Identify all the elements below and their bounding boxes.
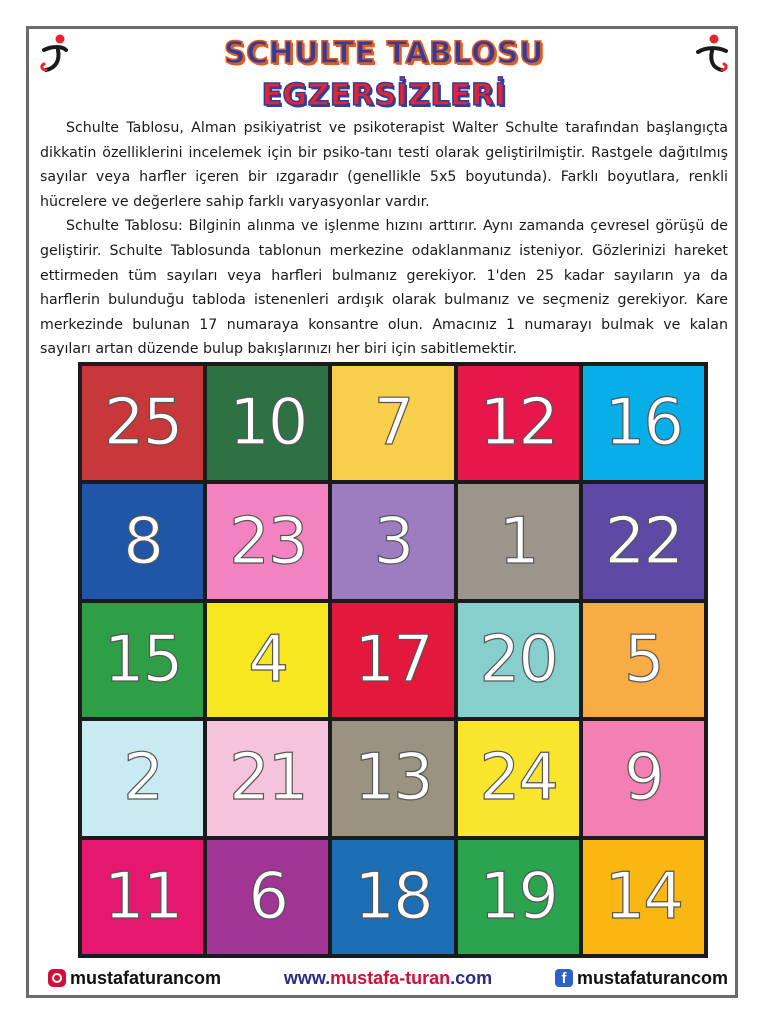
website-link[interactable]	[284, 968, 492, 989]
instagram-link[interactable]	[48, 968, 221, 989]
instagram-icon	[48, 969, 66, 987]
grid-cell-15[interactable]: 15	[82, 603, 203, 717]
grid-cell-24[interactable]: 24	[458, 721, 579, 835]
website-prefix: www.	[283, 967, 331, 988]
grid-cell-4[interactable]: 4	[207, 603, 328, 717]
grid-cell-23[interactable]: 23	[207, 484, 328, 598]
grid-cell-6[interactable]: 6	[207, 840, 328, 954]
grid-cell-8[interactable]: 8	[82, 484, 203, 598]
instagram-handle: mustafaturancom	[70, 967, 222, 988]
website-suffix: .com	[450, 967, 493, 988]
paragraph: Schulte Tablosu: Bilginin alınma ve işlenme hızını arttırır. Aynı zamanda çevresel görüşü de geliştirir. Schulte Tablosunda tablonun merkezine odaklanmanız isteniyor. Gözlerinizi hareket ettirmeden tüm sayıları veya harfleri bulmanız gerekiyor. 1'den 25 kadar sayıların ya da harflerin bulunduğu tabloda istenenleri ardışık olarak bulmanız ve seçmeniz gerekiyor. Kare merkezinde bulunan 17 numaraya konsantre olun. Amacınız 1 numarayı bulmak ve kalan sayıları artan düzende bulup bakışlarınızı her biri için sabitlemektir.	[40, 218, 728, 358]
grid-cell-11[interactable]: 11	[82, 840, 203, 954]
facebook-icon: f	[555, 969, 573, 987]
description-text	[40, 116, 728, 362]
grid-cell-14[interactable]: 14	[583, 840, 704, 954]
grid-cell-21[interactable]: 21	[207, 721, 328, 835]
grid-cell-3[interactable]: 3	[332, 484, 453, 598]
paragraph: Schulte Tablosu, Alman psikiyatrist ve psikoterapist Walter Schulte tarafından başlangıçta dikkatin özelliklerini incelemek için bir psiko-tanı testi olarak geliştirilmiştir. Rastgele dağıtılmış sayılar veya harfler içeren bir ızgaradır (genellikle 5x5 boyutunda). Farklı boyutlara, renkli hücrelere ve değerlere sahip farklı varyasyonlar vardır.	[40, 120, 728, 210]
grid-cell-9[interactable]: 9	[583, 721, 704, 835]
page-title: SCHULTE TABLOSU	[224, 36, 544, 71]
grid-cell-17[interactable]: 17	[332, 603, 453, 717]
grid-cell-12[interactable]: 12	[458, 366, 579, 480]
website-name: mustafa-turan	[330, 967, 451, 988]
grid-cell-7[interactable]: 7	[332, 366, 453, 480]
grid-cell-1[interactable]: 1	[458, 484, 579, 598]
facebook-link[interactable]	[555, 968, 728, 989]
grid-cell-13[interactable]: 13	[332, 721, 453, 835]
grid-cell-22[interactable]: 22	[583, 484, 704, 598]
grid-cell-18[interactable]: 18	[332, 840, 453, 954]
grid-cell-5[interactable]: 5	[583, 603, 704, 717]
grid-cell-25[interactable]: 25	[82, 366, 203, 480]
grid-cell-10[interactable]: 10	[207, 366, 328, 480]
schulte-grid	[78, 362, 708, 958]
page-subtitle: EGZERSİZLERİ	[261, 78, 507, 113]
grid-cell-19[interactable]: 19	[458, 840, 579, 954]
grid-cell-2[interactable]: 2	[82, 721, 203, 835]
facebook-handle: mustafaturancom	[576, 967, 728, 988]
footer	[48, 965, 728, 991]
grid-cell-20[interactable]: 20	[458, 603, 579, 717]
grid-cell-16[interactable]: 16	[583, 366, 704, 480]
